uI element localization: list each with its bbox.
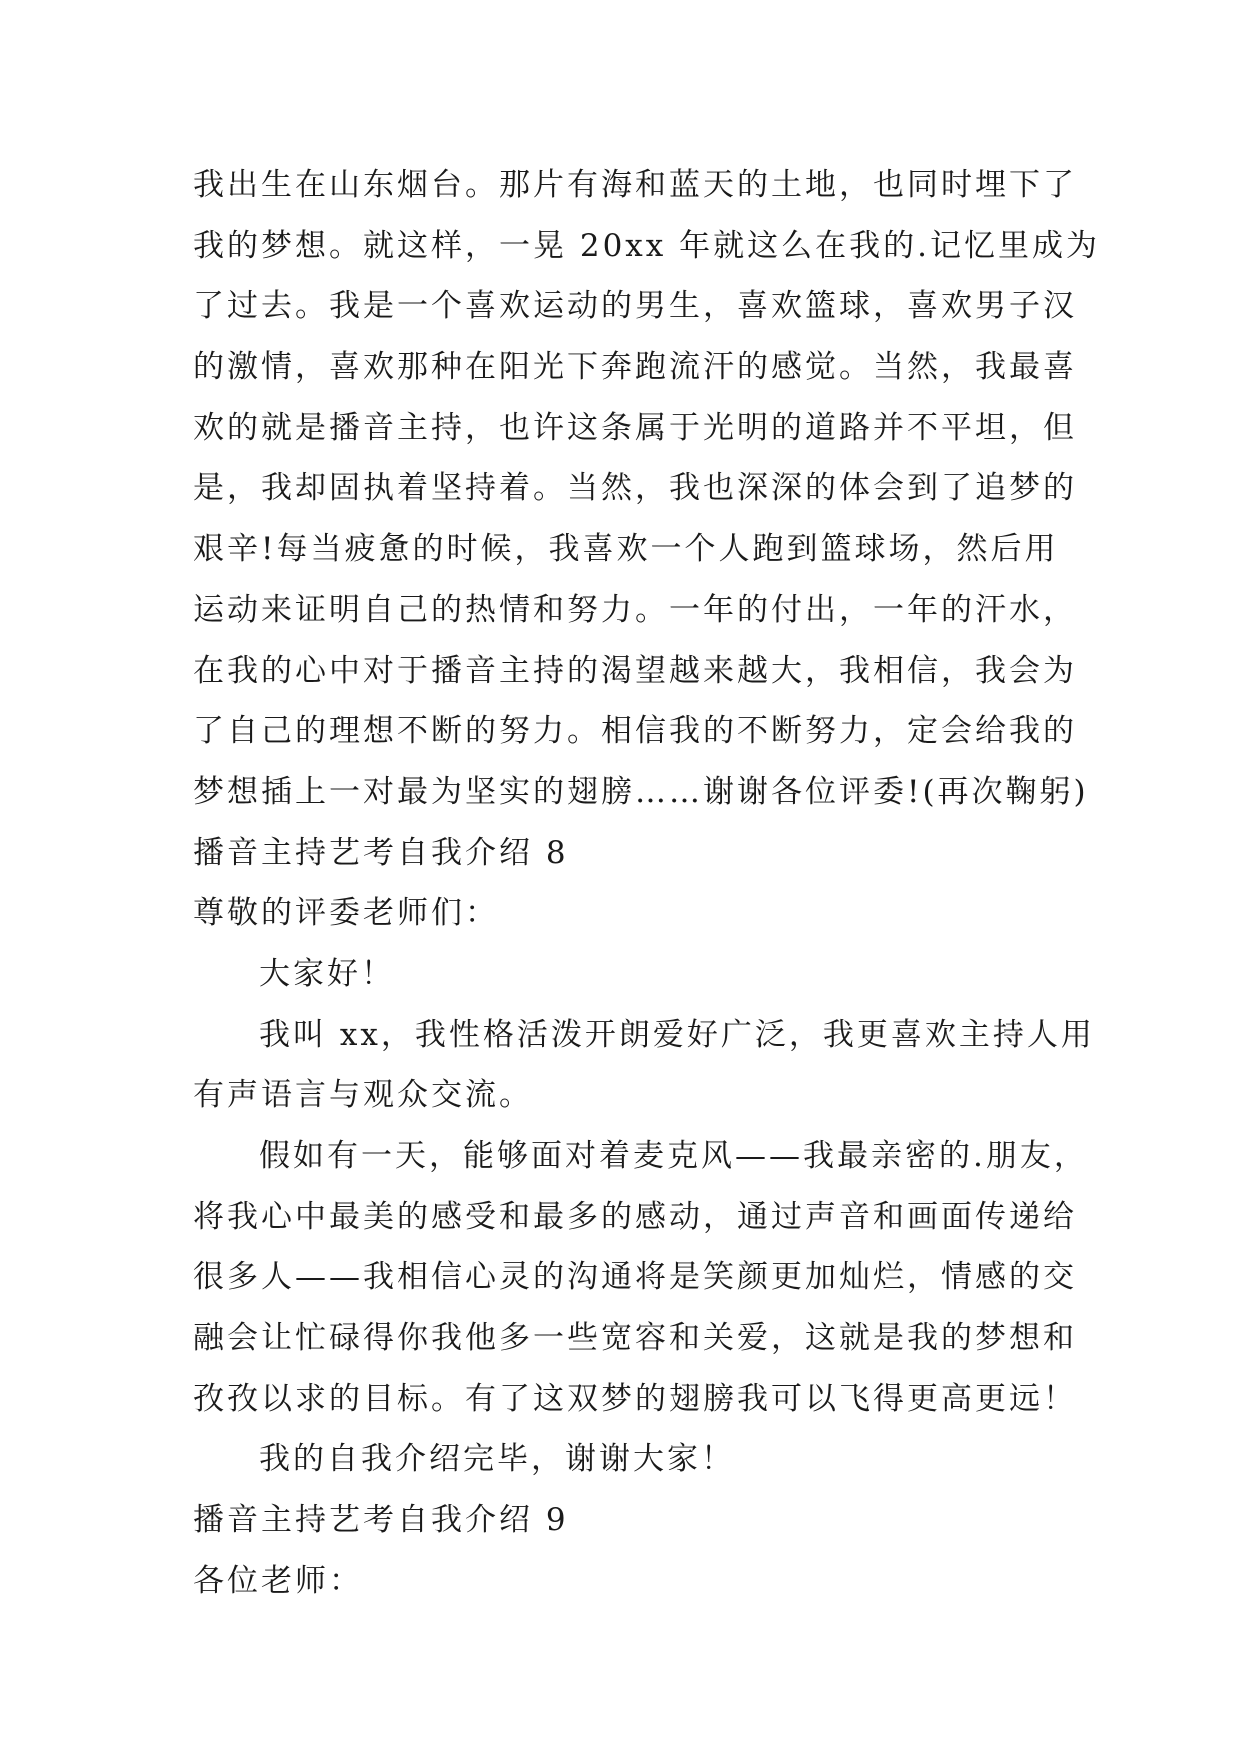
text-line: 欢的就是播音主持，也许这条属于光明的道路并不平坦，但 xyxy=(193,409,1077,446)
text-line: 我叫 xx，我性格活泼开朗爱好广泛，我更喜欢主持人用 xyxy=(259,1016,1095,1053)
text-line: 梦想插上一对最为坚实的翅膀……谢谢各位评委!(再次鞠躬) xyxy=(193,773,1089,810)
salutation: 尊敬的评委老师们： xyxy=(193,895,499,932)
text-line: 了自己的理想不断的努力。相信我的不断努力，定会给我的 xyxy=(193,713,1077,750)
text-line: 有声语言与观众交流。 xyxy=(193,1077,533,1114)
text-line: 我的梦想。就这样，一晃 20xx 年就这么在我的.记忆里成为 xyxy=(193,227,1100,264)
text-line: 将我心中最美的感受和最多的感动，通过声音和画面传递给 xyxy=(193,1198,1077,1235)
text-line: 艰辛!每当疲惫的时候，我喜欢一个人跑到篮球场，然后用 xyxy=(193,531,1059,568)
text-line: 我出生在山东烟台。那片有海和蓝天的土地，也同时埋下了 xyxy=(193,167,1077,203)
text-line: 是，我却固执着坚持着。当然，我也深深的体会到了追梦的 xyxy=(193,470,1077,507)
greeting: 大家好！ xyxy=(259,955,395,992)
document-body xyxy=(193,155,1100,1612)
text-line: 假如有一天，能够面对着麦克风——我最亲密的.朋友， xyxy=(259,1138,1088,1174)
text-line: 的激情，喜欢那种在阳光下奔跑流汗的感觉。当然，我最喜 xyxy=(193,349,1077,386)
text-line: 运动来证明自己的热情和努力。一年的付出，一年的汗水， xyxy=(193,591,1077,628)
text-line: 融会让忙碌得你我他多一些宽容和关爱，这就是我的梦想和 xyxy=(193,1320,1077,1357)
text-line: 了过去。我是一个喜欢运动的男生，喜欢篮球，喜欢男子汉 xyxy=(193,288,1077,325)
salutation: 各位老师： xyxy=(193,1562,363,1599)
closing-line: 我的自我介绍完毕，谢谢大家！ xyxy=(259,1441,735,1478)
text-line: 很多人——我相信心灵的沟通将是笑颜更加灿烂，情感的交 xyxy=(193,1259,1077,1296)
text-line: 孜孜以求的目标。有了这双梦的翅膀我可以飞得更高更远！ xyxy=(193,1380,1077,1417)
section-heading: 播音主持艺考自我介绍 8 xyxy=(193,834,569,871)
section-heading: 播音主持艺考自我介绍 9 xyxy=(193,1502,569,1539)
text-line: 在我的心中对于播音主持的渴望越来越大，我相信，我会为 xyxy=(193,652,1077,689)
